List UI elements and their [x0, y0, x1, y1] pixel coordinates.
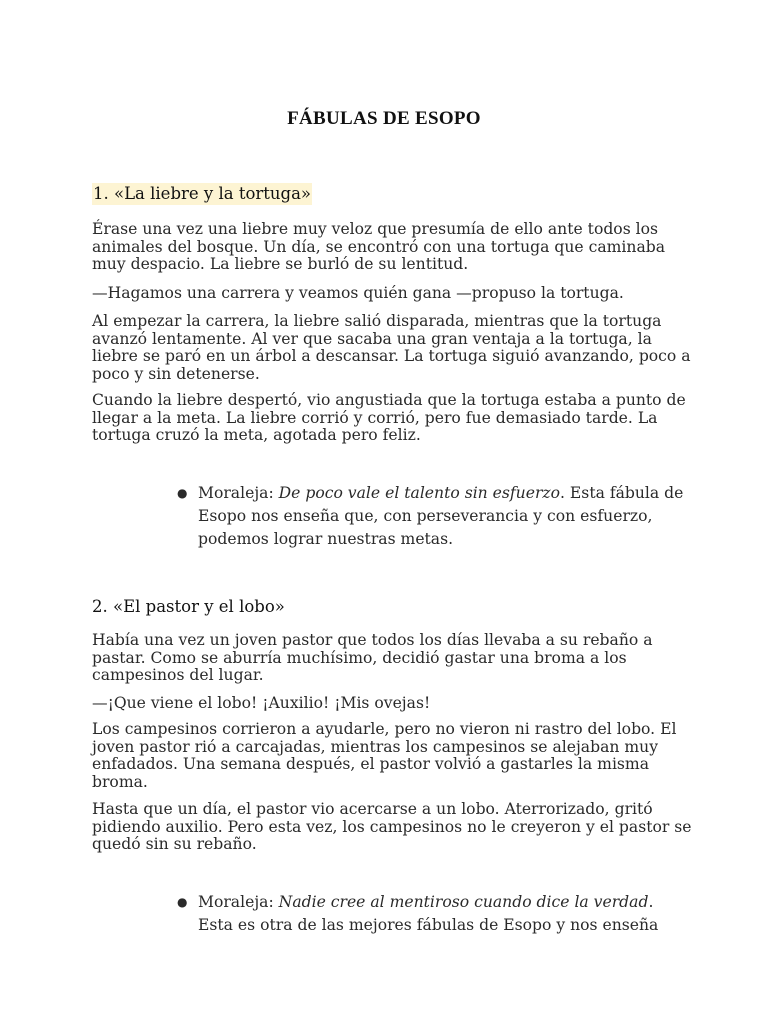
- moral-text: . Esta fábula de Esopo nos enseña que, con perseverancia y con esfuerzo, podemos lograr nuestras metas.: [198, 484, 684, 548]
- fable-1-paragraph-2: —Hagamos una carrera y veamos quién gana —propuso la tortuga.: [92, 284, 624, 302]
- fable-1-paragraph-1: Érase una vez una liebre muy veloz que presumía de ello ante todos los animales del bosque. Un día, se encontró con una tortuga que caminaba muy despacio. La liebre se burló de su lentitud.: [92, 220, 666, 274]
- moral-label: Moraleja:: [198, 893, 279, 911]
- fable-1-paragraph-3: Al empezar la carrera, la liebre salió disparada, mientras que la tortuga avanzó lentamente. Al ver que sacaba una gran ventaja a la tortuga, la liebre se paró en un árbol a descansar. La tortuga siguió avanzando, poco a poco y sin detenerse.: [92, 312, 691, 383]
- document-title: FÁBULAS DE ESOPO: [287, 108, 481, 129]
- fable-1-paragraph-4: Cuando la liebre despertó, vio angustiada que la tortuga estaba a punto de llegar a la meta. La liebre corrió y corrió, pero fue demasiado tarde. La tortuga cruzó la meta, agotada pero feliz.: [92, 391, 686, 445]
- moral-italic: De poco vale el talento sin esfuerzo: [278, 484, 561, 502]
- fable-2-paragraph-4: Hasta que un día, el pastor vio acercarse a un lobo. Aterrorizado, gritó pidiendo auxilio. Pero esta vez, los campesinos no le creyeron y el pastor se quedó sin su rebaño.: [92, 800, 692, 854]
- fable-2-paragraph-3: Los campesinos corrieron a ayudarle, pero no vieron ni rastro del lobo. El joven pastor rió a carcajadas, mientras los campesinos se alejaban muy enfadados. Una semana después, el pastor volvió a gastarles la misma broma.: [92, 720, 677, 791]
- bullet-icon: ●: [177, 486, 188, 500]
- fable-2-paragraph-2: —¡Que viene el lobo! ¡Auxilio! ¡Mis ovejas!: [92, 694, 431, 712]
- fable-2-moral: [177, 891, 687, 937]
- moral-italic: Nadie cree al mentiroso cuando dice la verdad: [278, 893, 649, 911]
- fable-heading-2: 2. «El pastor y el lobo»: [92, 597, 285, 616]
- fable-2-paragraph-1: Había una vez un joven pastor que todos los días llevaba a su rebaño a pastar. Como se aburría muchísimo, decidió gastar una broma a los campesinos del lugar.: [92, 631, 653, 685]
- bullet-icon: ●: [177, 895, 188, 909]
- fable-heading-1: 1. «La liebre y la tortuga»: [93, 184, 312, 203]
- moral-label: Moraleja:: [198, 484, 279, 502]
- fable-1-moral: [177, 482, 687, 550]
- moral-text: . Esta es otra de las mejores fábulas de Esopo y nos enseña: [198, 893, 659, 934]
